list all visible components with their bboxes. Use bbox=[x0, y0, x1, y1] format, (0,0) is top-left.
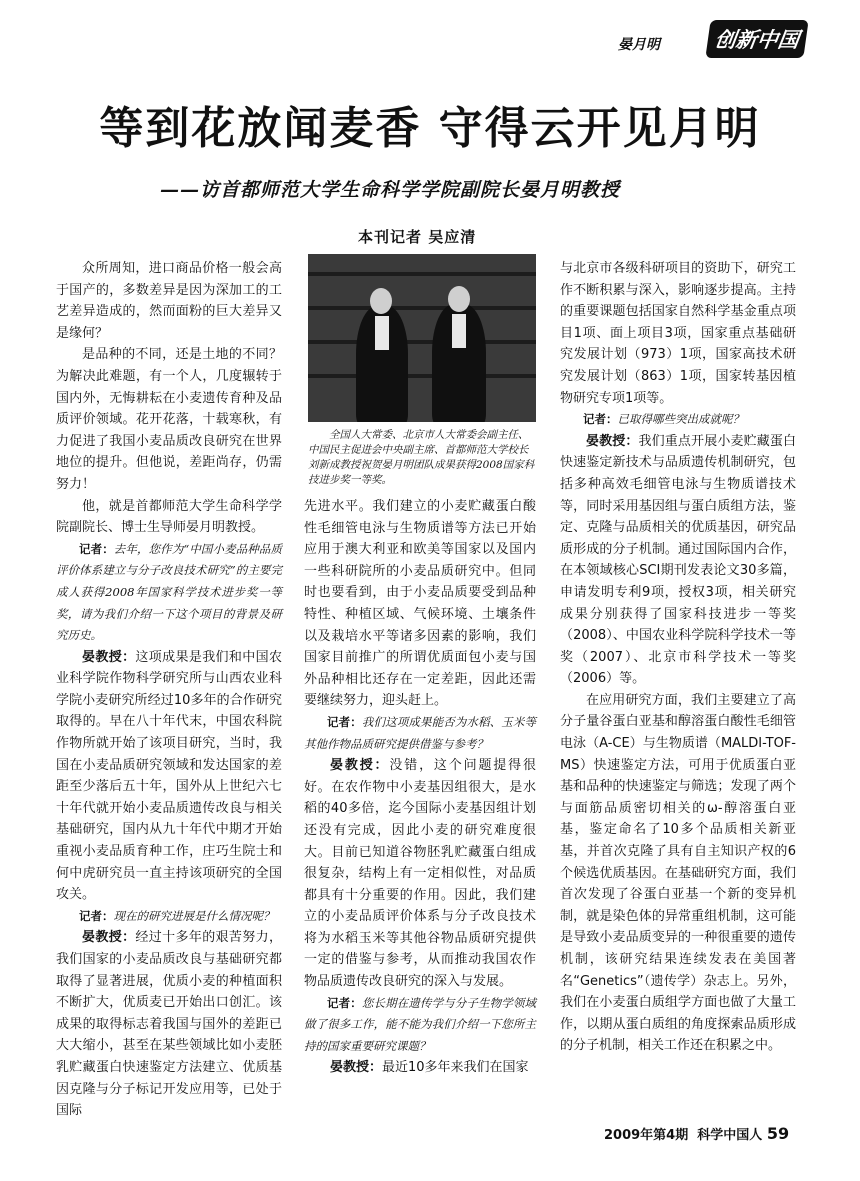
page-number: 59 bbox=[766, 1124, 790, 1143]
paragraph-text: 是品种的不同，还是土地的不同？为解决此难题，有一个人，几度辗转于国内外，无悔耕耘在小麦遗传育种及品质评价领域。花开花落，十载寒秋，有力促进了我国小麦品质改良研究在世界地位的提升。但他说，差距尚存，仍需努力！ bbox=[56, 347, 282, 492]
speaker-label: 记者： bbox=[327, 714, 362, 729]
question-paragraph bbox=[56, 539, 282, 647]
speaker-label: 晏教授： bbox=[330, 1060, 383, 1076]
paragraph-text: 这项成果是我们和中国农业科学院作物科学研究所与山西农业科学院小麦研究所经过10多年的合作研究取得的。早在八十年代末，中国农科院作物所就开始了该项目研究，当时，我国在小麦品质研究领域和发达国家的差距至少落后五十年，国外从上世纪六七十年代就开始小麦品质遗传改良与相关基础研究，国内从九十年代中期才开始重视小麦品质育种工作，庄巧生院士和何中虎研究员一直主持该项研究的全国攻关。 bbox=[56, 649, 282, 903]
paragraph-text: 我们这项成果能否为水稻、玉米等其他作物品质研究提供借鉴与参考？ bbox=[304, 714, 537, 751]
paragraph-text: 在应用研究方面，我们主要建立了高分子量谷蛋白亚基和醇溶蛋白酸性毛细管电泳（A-CE）与生物质谱（MALDI-TOF-MS）快速鉴定方法，可用于优质蛋白亚基和品种的快速鉴定与筛选；发现了两个与面筋品质密切相关的ω-醇溶蛋白亚基，鉴定命名了10多个品质相关新亚基，并首次克隆了具有自主知识产权的6个候选优质基因。在基础研究方面，我们首次发现了谷蛋白亚基一个新的变异机制，就是染色体的异常重组机制，这可能是导致小麦品质变异的一种很重要的遗传机制，该研究结果连续发表在美国著名“Genetics”（遗传学）杂志上。另外，我们在小麦蛋白质组学方面也做了大量工作，以期从蛋白质组的角度探索品质形成的分子机制，相关工作还在积累之中。 bbox=[560, 692, 796, 1054]
speaker-label: 记者： bbox=[583, 412, 618, 427]
speaker-label: 晏教授： bbox=[586, 433, 639, 449]
footer-issue: 2009年第4期 bbox=[604, 1128, 689, 1143]
paragraph-text: 先进水平。我们建立的小麦贮藏蛋白酸性毛细管电泳与生物质谱等方法已开始应用于澳大利亚和欧美等国家以及国内一些科研院所的小麦品质研究中。但同时也要看到，由于小麦品质要受到品种特性、种植区域、气候环境、土壤条件以及栽培水平等诸多因素的影响，我们国家目前推广的所谓优质面包小麦与国外品种相比还存在一定差距，因此还需要继续努力，迎头赶上。 bbox=[304, 499, 536, 709]
paragraph-text: 他，就是首都师范大学生命科学学院副院长、博士生导师晏月明教授。 bbox=[56, 498, 282, 536]
body-paragraph bbox=[56, 496, 282, 539]
paragraph-text: 经过十多年的艰苦努力，我们国家的小麦品质改良与基础研究都取得了显著进展，优质小麦的种植面积不断扩大，优质麦已开始出口创汇。该成果的取得标志着我国与国外的差距已大大缩小，甚至在某些领域比如小麦胚乳贮藏蛋白快速鉴定方法建立、优质基因克隆与分子标记开发应用等，已处于国际 bbox=[56, 930, 282, 1119]
paragraph-text: 现在的研究进展是什么情况呢？ bbox=[113, 908, 275, 923]
article-subtitle: ——访首都师范大学生命科学学院副院长晏月明教授 bbox=[160, 179, 621, 201]
question-paragraph bbox=[304, 993, 536, 1058]
speaker-label: 记者： bbox=[79, 541, 114, 556]
body-paragraph bbox=[304, 1057, 536, 1079]
body-paragraph bbox=[56, 647, 282, 906]
body-paragraph bbox=[304, 755, 536, 993]
speaker-label: 记者： bbox=[79, 908, 114, 923]
question-paragraph bbox=[560, 409, 796, 431]
text-column-1 bbox=[56, 258, 282, 1122]
photo-caption: 全国人大常委、北京市人大常委会副主任、中国民主促进会中央副主席、首都师范大学校长刘新成教授祝贺晏月明团队成果获得2008国家科技进步奖一等奖。 bbox=[308, 429, 535, 486]
footer-magazine: 科学中国人 bbox=[697, 1128, 763, 1143]
text-column-3 bbox=[560, 258, 796, 1057]
body-paragraph bbox=[560, 258, 796, 409]
body-paragraph bbox=[56, 258, 282, 344]
header-person-name: 晏月明 bbox=[618, 37, 660, 53]
paragraph-text: 众所周知，进口商品价格一般会高于国产的，多数差异是因为深加工的工艺差异造成的，然而面粉的巨大差异又是缘何？ bbox=[56, 261, 282, 341]
paragraph-text: 去年，您作为“中国小麦品种品质评价体系建立与分子改良技术研究”的主要完成人获得2008年国家科学技术进步奖一等奖，请为我们介绍一下这个项目的背景及研究历史。 bbox=[56, 541, 282, 643]
text-column-2 bbox=[304, 496, 536, 1079]
body-paragraph bbox=[56, 927, 282, 1121]
speaker-label: 晏教授： bbox=[82, 930, 136, 946]
paragraph-text: 我们重点开展小麦贮藏蛋白快速鉴定新技术与品质遗传机制研究，包括多种高效毛细管电泳与生物质谱技术等，同时采用基因组与蛋白质组方法，鉴定、克隆与品质相关的优质基因，研究品质形成的分子机制。通过国际国内合作，在本领域核心SCI期刊发表论文30多篇，申请发明专利9项，授权3项，相关研究成果分别获得了国家科技进步一等奖（2008）、中国农业科学院科学技术一等奖（2007）、北京市科学技术一等奖（2006）等。 bbox=[560, 433, 796, 687]
paragraph-text: 最近10多年来我们在国家 bbox=[382, 1060, 529, 1076]
speaker-label: 晏教授： bbox=[330, 758, 390, 774]
question-paragraph bbox=[56, 906, 282, 928]
article-title: 等到花放闻麦香 守得云开见月明 bbox=[99, 103, 761, 154]
article-photo bbox=[308, 254, 536, 422]
body-paragraph bbox=[560, 431, 796, 690]
speaker-label: 晏教授： bbox=[82, 649, 136, 665]
body-paragraph bbox=[304, 496, 536, 712]
page-footer bbox=[604, 1124, 789, 1143]
paragraph-text: 与北京市各级科研项目的资助下，研究工作不断积累与深入，影响逐步提高。主持的重要课题包括国家自然科学基金重点项目1项、面上项目3项，国家重点基础研究发展计划（973）1项，国家高技术研究发展计划（863）1项，国家转基因植物研究专项1项等。 bbox=[560, 261, 796, 406]
byline: 本刊记者 吴应清 bbox=[358, 228, 477, 246]
speaker-label: 记者： bbox=[327, 995, 362, 1010]
question-paragraph bbox=[304, 712, 536, 755]
paragraph-text: 已取得哪些突出成就呢？ bbox=[617, 412, 744, 427]
body-paragraph bbox=[56, 344, 282, 495]
body-paragraph bbox=[560, 690, 796, 1057]
column-brand-logo: 创新中国 bbox=[705, 20, 808, 58]
paragraph-text: 没错，这个问题提得很好。在农作物中小麦基因组很大，是水稻的40多倍，迄今国际小麦基因组计划还没有完成，因此小麦的研究难度很大。目前已知道谷物胚乳贮藏蛋白组成很复杂，结构上有一定相似性，对品质都具有十分重要的作用。因此，我们建立的小麦品质评价体系与分子改良技术将为水稻玉米等其他谷物品质研究提供一定的借鉴与参考，从而推动我国农作物品质遗传改良研究的深入与发展。 bbox=[304, 758, 536, 990]
paragraph-text: 您长期在遗传学与分子生物学领域做了很多工作，能不能为我们介绍一下您所主持的国家重要研究课题？ bbox=[304, 995, 537, 1053]
